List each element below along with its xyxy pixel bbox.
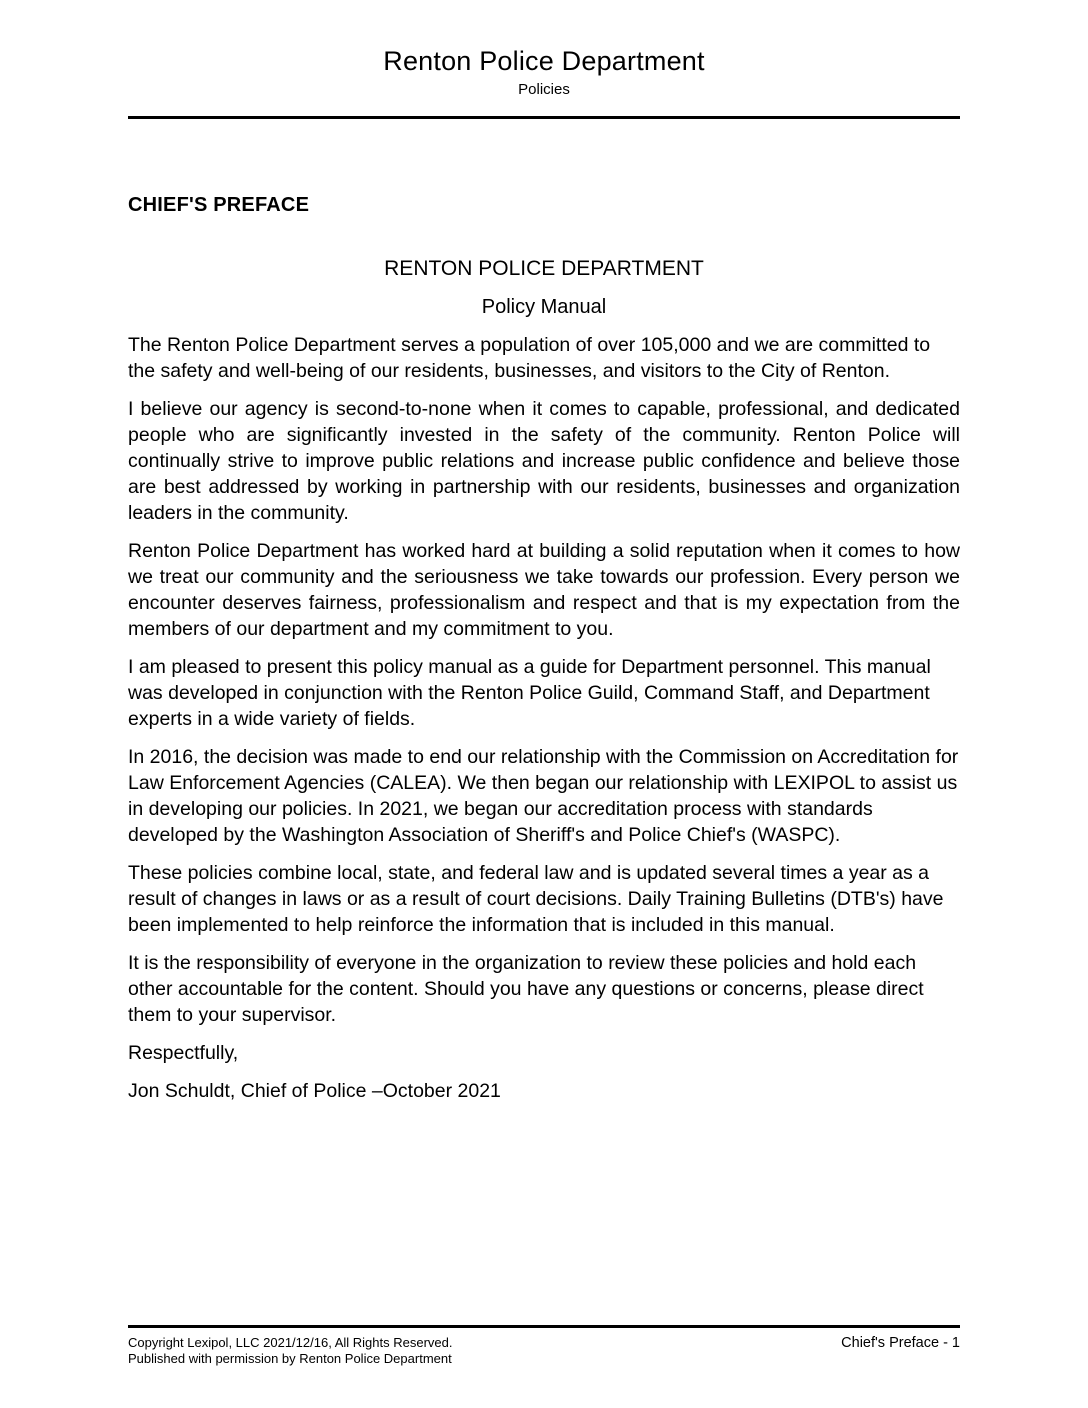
page-number: Chief's Preface - 1 bbox=[841, 1335, 960, 1351]
document-body bbox=[128, 332, 960, 1104]
document-footer bbox=[128, 1325, 960, 1367]
paragraph-4: I am pleased to present this policy manual as a guide for Department personnel. This manual was developed in conjunction with the Renton Police Guild, Command Staff, and Department experts in a wide variety of fields. bbox=[128, 656, 931, 730]
paragraph-1: The Renton Police Department serves a population of over 105,000 and we are committed to the safety and well-being of our residents, businesses, and visitors to the City of Renton. bbox=[128, 334, 931, 382]
document-header bbox=[128, 0, 960, 119]
document-title: RENTON POLICE DEPARTMENT bbox=[384, 257, 704, 280]
closing-text: Respectfully, bbox=[128, 1042, 239, 1064]
signature-text: Jon Schuldt, Chief of Police –October 2021 bbox=[128, 1080, 501, 1102]
document-subtitle: Policy Manual bbox=[481, 296, 607, 318]
section-heading: CHIEF'S PREFACE bbox=[128, 194, 310, 216]
header-rule bbox=[128, 116, 960, 119]
paragraph-2: I believe our agency is second-to-none when it comes to capable, professional, and dedicated people who are significantly invested in the safety of the community. Renton Police will continually strive to improve public relations and increase public confidence and believe those are best addressed by working in partnership with our residents, businesses and organization leaders in the community. bbox=[128, 398, 960, 524]
copyright-line-2: Published with permission by Renton Police Department bbox=[128, 1351, 452, 1366]
paragraph-5: In 2016, the decision was made to end our relationship with the Commission on Accreditation for Law Enforcement Agencies (CALEA). We then began our relationship with LEXIPOL to assist us in developing our policies. In 2021, we began our accreditation process with standards developed by the Washington Association of Sheriff's and Police Chief's (WASPC). bbox=[128, 746, 959, 846]
paragraph-3: Renton Police Department has worked hard at building a solid reputation when it comes to how we treat our community and the seriousness we take towards our profession. Every person we encounter deserves fairness, professionalism and respect and that is my expectation from the members of our department and my commitment to you. bbox=[128, 540, 960, 640]
copyright-block bbox=[128, 1335, 452, 1367]
paragraph-7: It is the responsibility of everyone in the organization to review these policies and hold each other accountable for the content. Should you have any questions or concerns, please direct them to your supervisor. bbox=[128, 952, 924, 1026]
paragraph-6: These policies combine local, state, and federal law and is updated several times a year as a result of changes in laws or as a result of court decisions. Daily Training Bulletins (DTB's) have been implemented to help reinforce the information that is included in this manual. bbox=[128, 862, 944, 936]
copyright-line-1: Copyright Lexipol, LLC 2021/12/16, All Rights Reserved. bbox=[128, 1335, 453, 1350]
page-title: Renton Police Department bbox=[383, 46, 705, 76]
page-subtitle: Policies bbox=[518, 81, 570, 98]
